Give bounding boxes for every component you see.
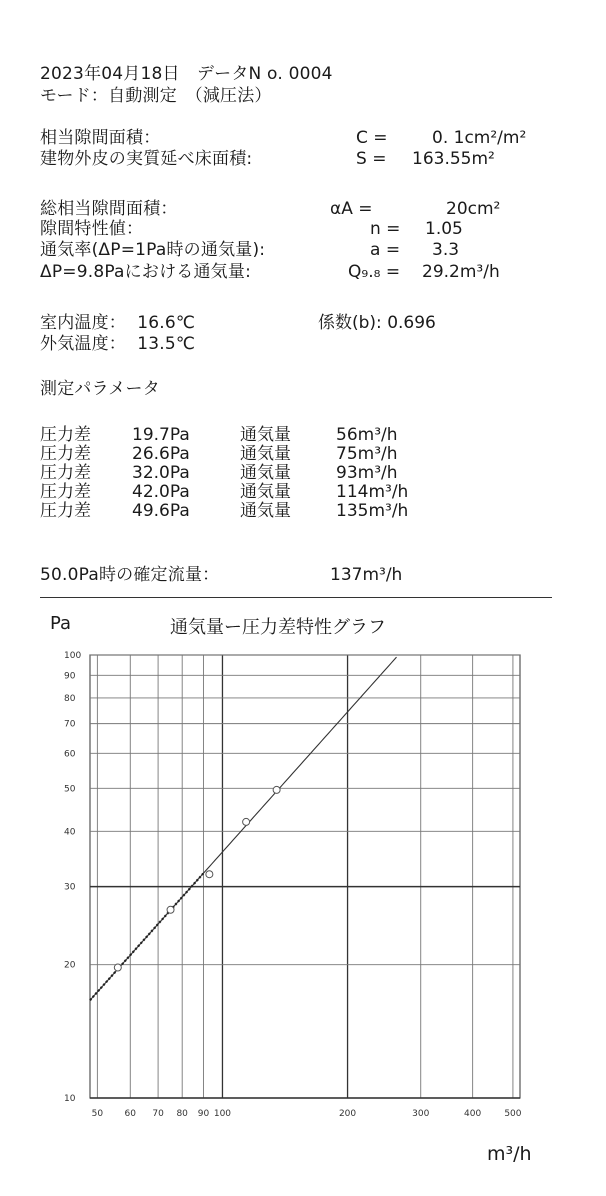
param-pressure-label: 圧力差 [40, 482, 91, 502]
q-value: 29.2m³/h [422, 262, 500, 282]
x-tick-label: 50 [91, 1109, 104, 1119]
fit-line [90, 657, 397, 1000]
param-pressure-label: 圧力差 [40, 444, 91, 464]
c-label: 相当隙間面積： [40, 128, 161, 148]
x-tick-label: 300 [412, 1109, 430, 1119]
y-tick-label: 30 [64, 882, 76, 893]
param-pressure-label: 圧力差 [40, 501, 91, 521]
outdoor-temp-value: 13.5℃ [137, 334, 196, 354]
outdoor-temp-label: 外気温度： [40, 334, 126, 354]
param-flow-value: 56m³/h [336, 425, 398, 445]
y-tick-label: 50 [64, 784, 76, 795]
param-flow-label: 通気量 [240, 482, 291, 502]
x-tick-label: 60 [124, 1109, 136, 1119]
param-flow-label: 通気量 [240, 463, 291, 483]
param-pressure-value: 26.6Pa [132, 444, 190, 464]
plot-frame [90, 655, 520, 1098]
data-points [114, 786, 280, 971]
aa-label: 総相当隙間面積： [40, 199, 178, 219]
x-tick-label: 100 [213, 1109, 232, 1119]
coefficient-value: 0.696 [387, 313, 436, 333]
coefficient-label: 係数(b): [318, 313, 382, 333]
s-label: 建物外皮の実質延べ床面積: [40, 149, 253, 169]
data-number: データN o. 0004 [196, 64, 333, 84]
a-label: 通気率(ΔP=1Pa時の通気量): [40, 240, 266, 260]
confirmed-flow-label: 50.0Pa時の確定流量： [40, 565, 220, 585]
x-axis-unit: m³/h [487, 1143, 532, 1165]
param-pressure-value: 32.0Pa [132, 463, 190, 483]
n-value: 1.05 [425, 219, 463, 239]
x-tick-label: 200 [338, 1109, 357, 1119]
param-pressure-label: 圧力差 [40, 463, 91, 483]
y-axis-unit: Pa [50, 613, 72, 634]
indoor-temp-line [40, 313, 195, 333]
param-flow-value: 114m³/h [336, 482, 409, 502]
fit-line-group [90, 657, 397, 1000]
confirmed-flow-value: 137m³/h [330, 565, 403, 585]
y-tick-label: 60 [64, 749, 76, 760]
y-tick-label: 70 [64, 719, 76, 730]
x-tick-label: 400 [464, 1109, 482, 1119]
aa-value: 20cm² [446, 199, 501, 219]
param-pressure-value: 19.7Pa [132, 425, 190, 445]
section-divider [40, 597, 552, 598]
param-flow-value: 75m³/h [336, 444, 398, 464]
param-flow-label: 通気量 [240, 425, 291, 445]
report-date-line [40, 64, 333, 84]
y-tick-label: 90 [64, 671, 76, 682]
chart-ticks [64, 651, 522, 1119]
data-point [206, 871, 213, 878]
param-flow-label: 通気量 [240, 444, 291, 464]
indoor-temp-value: 16.6℃ [137, 313, 196, 333]
param-flow-label: 通気量 [240, 501, 291, 521]
param-flow-value: 93m³/h [336, 463, 398, 483]
aa-symbol: αA = [330, 199, 373, 219]
s-symbol: S = [356, 149, 387, 169]
n-label: 隙間特性値： [40, 219, 144, 239]
n-symbol: n = [370, 219, 401, 239]
x-tick-label: 80 [176, 1109, 188, 1119]
x-tick-label: 90 [197, 1109, 210, 1119]
measurement-mode: モード：自動測定 （減圧法） [40, 86, 272, 106]
chart-title: 通気量ー圧力差特性グラフ [170, 617, 386, 638]
y-tick-label: 100 [64, 651, 82, 661]
a-value: 3.3 [432, 240, 460, 260]
q-label: ΔP=9.8Paにおける通気量: [40, 262, 251, 282]
s-value: 163.55m² [412, 149, 495, 169]
data-point [167, 906, 174, 913]
outdoor-temp-line [40, 334, 195, 354]
fit-line-dotted [90, 873, 203, 1000]
report-date: 2023年04月18日 [40, 64, 180, 84]
y-tick-label: 40 [64, 827, 76, 838]
params-title: 測定パラメータ [40, 379, 160, 399]
param-flow-value: 135m³/h [336, 501, 409, 521]
y-tick-label: 20 [64, 960, 76, 971]
param-pressure-value: 42.0Pa [132, 482, 190, 502]
q-symbol: Q₉.₈ = [348, 262, 401, 282]
c-value: 0. 1cm²/m² [432, 128, 527, 148]
a-symbol: a = [370, 240, 401, 260]
coefficient-line [318, 313, 436, 333]
param-pressure-value: 49.6Pa [132, 501, 190, 521]
y-tick-label: 80 [64, 693, 76, 704]
indoor-temp-label: 室内温度： [40, 313, 126, 333]
y-tick-label: 10 [64, 1094, 76, 1104]
data-point [243, 818, 250, 825]
data-point [273, 786, 280, 793]
c-symbol: C = [356, 128, 388, 148]
x-tick-label: 70 [152, 1109, 164, 1119]
data-point [114, 964, 121, 971]
chart-grid [90, 655, 520, 1098]
x-tick-label: 500 [504, 1109, 522, 1119]
param-pressure-label: 圧力差 [40, 425, 91, 445]
